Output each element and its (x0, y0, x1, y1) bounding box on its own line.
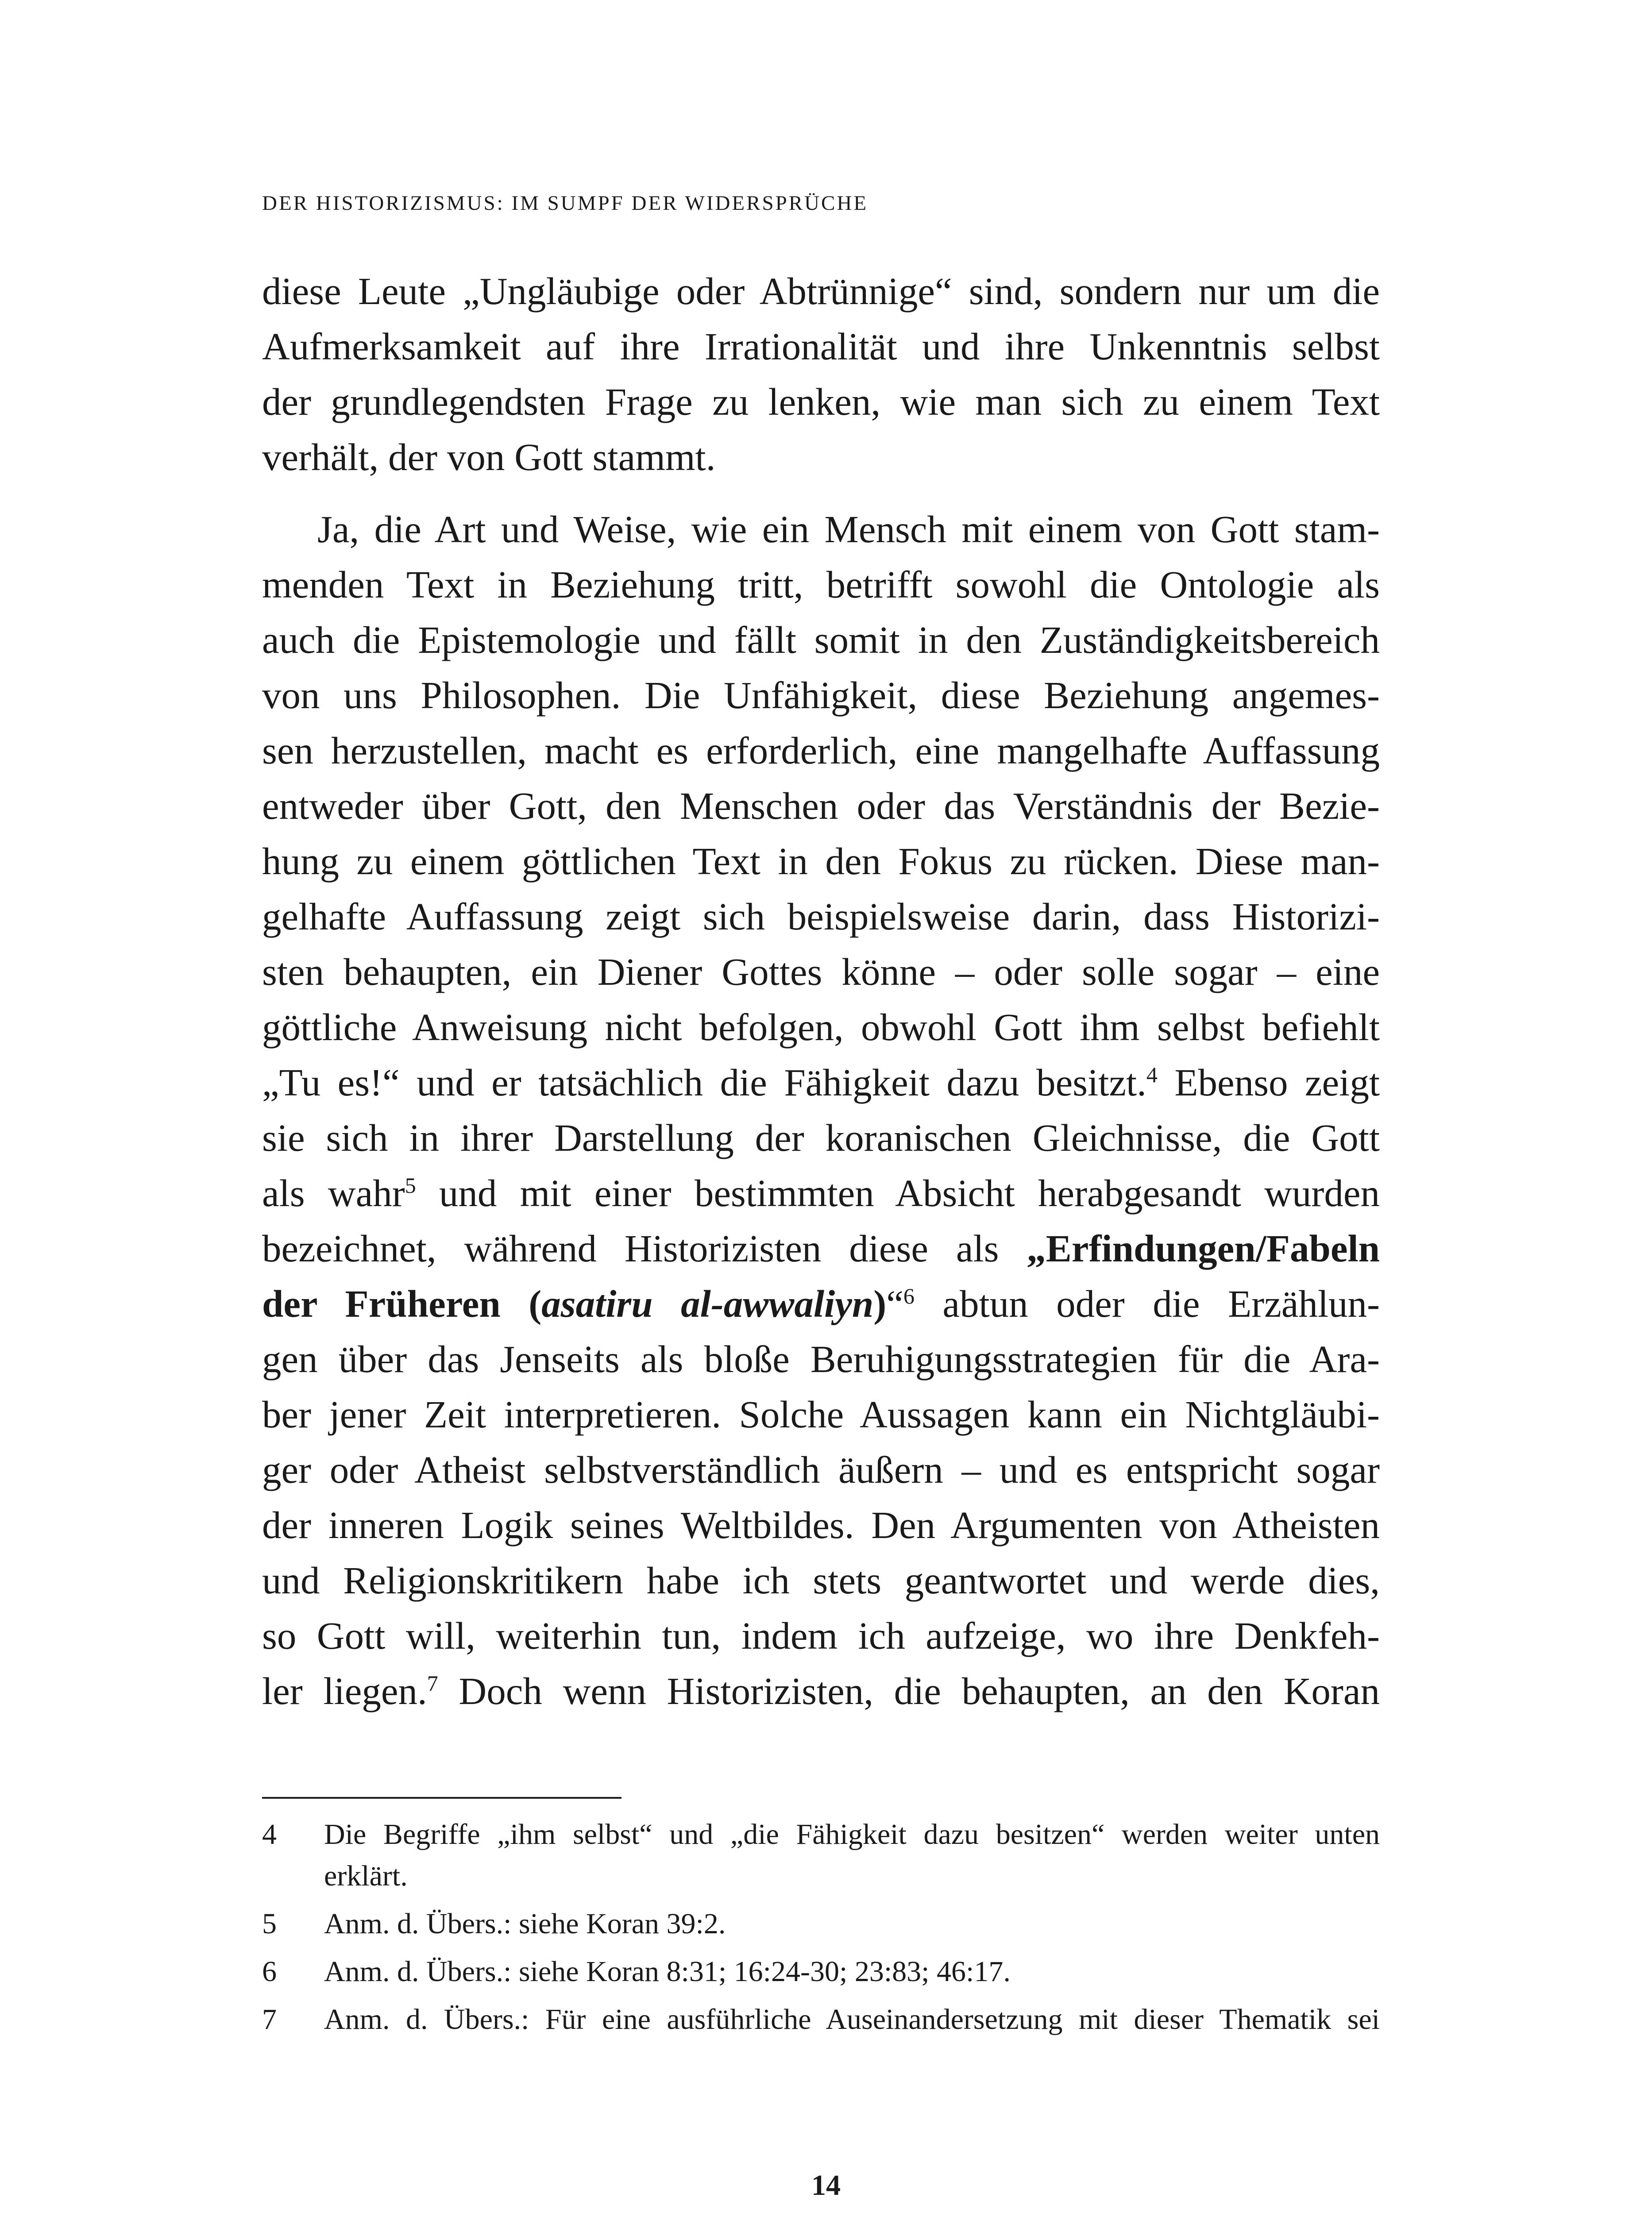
bold-phrase: „Erfindungen/Fabeln (1027, 1227, 1380, 1270)
footnote-text: Anm. d. Übers.: Für eine ausführliche Auseinandersetzung mit dieser Thematik sei (324, 2003, 1380, 2036)
text-line: gelhafte Auffassung zeigt sich beispielsweise darin, dass Historizi- (262, 895, 1380, 938)
paragraph-2 (262, 501, 1380, 1719)
footnote-separator (262, 1797, 621, 1799)
footnote-ref-5[interactable]: 5 (405, 1173, 416, 1198)
footnote-text: erklärt. (324, 1860, 408, 1892)
footnote-number: 5 (262, 1908, 277, 1940)
text-line: der Früheren (asatiru al-awwaliyn)“$^6$ abtun oder die Erzählun- (262, 1282, 1380, 1325)
text-line: Aufmerksamkeit auf ihre Irrationalität und ihre Unkenntnis selbst (262, 325, 1380, 368)
text-line: gen über das Jenseits als bloße Beruhigungsstrategien für die Ara- (262, 1338, 1380, 1380)
text-line: verhält, der von Gott stammt. (262, 436, 716, 478)
text-line: auch die Epistemologie und fällt somit in den Zuständigkeitsbereich (262, 618, 1380, 661)
text-line: menden Text in Beziehung tritt, betrifft sowohl die Ontologie als (262, 563, 1380, 606)
text-line: Ja, die Art und Weise, wie ein Mensch mit einem von Gott stam- (317, 508, 1380, 551)
footnote-ref-4[interactable]: 4 (1146, 1062, 1158, 1087)
footnote-number: 4 (262, 1818, 277, 1851)
footnote-ref-7[interactable]: 7 (427, 1671, 438, 1696)
transliteration: asatiru al-awwaliyn (541, 1282, 874, 1325)
text-line: ger oder Atheist selbstverständlich äußern – und es entspricht sogar (262, 1448, 1380, 1491)
footnote-text: Anm. d. Übers.: siehe Koran 39:2. (324, 1908, 726, 1940)
text-line: sie sich in ihrer Darstellung der koranischen Gleichnisse, die Gott (262, 1116, 1380, 1159)
text-line: bezeichnet, während Historizisten diese als „Erfindungen/Fabeln (262, 1227, 1380, 1270)
footnote-number: 7 (262, 2003, 277, 2036)
footnote-4 (262, 1814, 1380, 1897)
paragraph-1 (262, 263, 1380, 485)
footnote-ref-6[interactable]: 6 (903, 1284, 915, 1308)
page-number: 14 (811, 2169, 841, 2201)
text-line: entweder über Gott, den Menschen oder das Verständnis der Bezie- (262, 784, 1380, 827)
footnote-number: 6 (262, 1955, 277, 1988)
footnotes (262, 1814, 1380, 2047)
footnote-6 (262, 1951, 1380, 1993)
text-line: göttliche Anweisung nicht befolgen, obwohl Gott ihm selbst befiehlt (262, 1006, 1380, 1049)
text-line: der grundlegendsten Frage zu lenken, wie man sich zu einem Text (262, 380, 1380, 423)
text-line: von uns Philosophen. Die Unfähigkeit, diese Beziehung angemes- (262, 674, 1380, 717)
text-line: und Religionskritikern habe ich stets geantwortet und werde dies, (262, 1559, 1380, 1602)
footnote-text: Die Begriffe „ihm selbst“ und „die Fähigkeit dazu besitzen“ werden weiter unten (324, 1818, 1380, 1851)
footnote-5 (262, 1903, 1380, 1945)
text-line: ler liegen.$^7$ Doch wenn Historizisten, die behaupten, an den Koran (262, 1669, 1380, 1712)
text-line: der inneren Logik seines Weltbildes. Den Argumenten von Atheisten (262, 1504, 1380, 1546)
footnote-7 (262, 1999, 1380, 2040)
text-line: hung zu einem göttlichen Text in den Fokus zu rücken. Diese man- (262, 840, 1380, 883)
running-head: DER HISTORIZISMUS: IM SUMPF DER WIDERSPRÜCHE (262, 192, 868, 215)
text-line: sen herzustellen, macht es erforderlich, eine mangelhafte Auffassung (262, 729, 1380, 772)
text-line: diese Leute „Ungläubige oder Abtrünnige“ sind, sondern nur um die (262, 270, 1380, 312)
footnote-text: Anm. d. Übers.: siehe Koran 8:31; 16:24-30; 23:83; 46:17. (324, 1955, 1011, 1988)
text-line: so Gott will, weiterhin tun, indem ich aufzeige, wo ihre Denkfeh- (262, 1614, 1380, 1657)
text-line: „Tu es!“ und er tatsächlich die Fähigkeit dazu besitzt.$^4$ Ebenso zeigt (262, 1061, 1380, 1104)
text-line: als wahr$^5$ und mit einer bestimmten Absicht herabgesandt wurden (262, 1172, 1380, 1214)
text-line: ber jener Zeit interpretieren. Solche Aussagen kann ein Nichtgläubi- (262, 1393, 1380, 1436)
text-line: sten behaupten, ein Diener Gottes könne – oder solle sogar – eine (262, 950, 1380, 993)
body-text (262, 263, 1380, 1719)
